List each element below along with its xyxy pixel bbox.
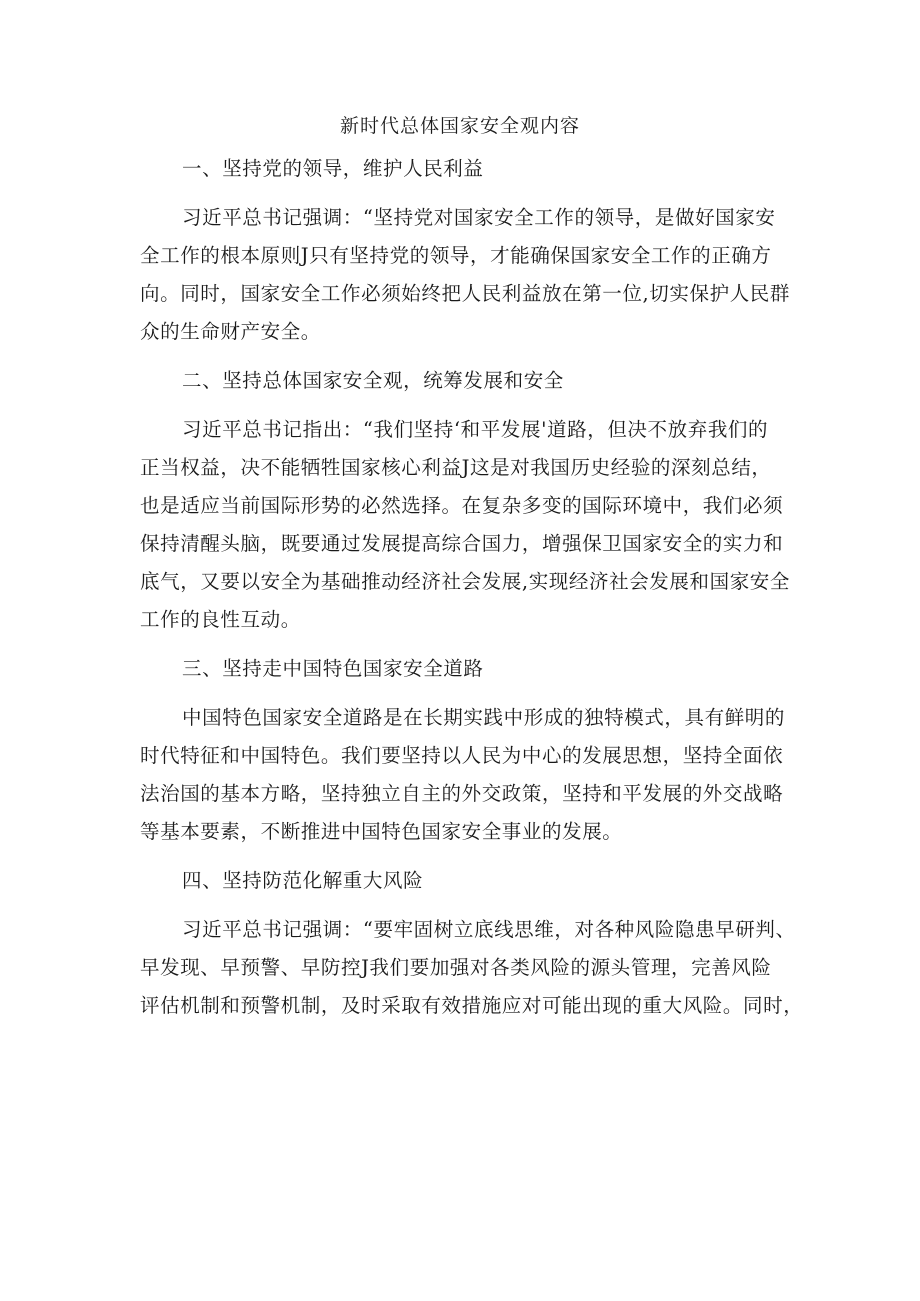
section-heading-2: 二、坚持总体国家安全观，统筹发展和安全 (182, 369, 564, 392)
paragraph-line: 早发现、早预警、早防控J我们要加强对各类风险的源头管理，完善风险 (140, 956, 772, 979)
section-heading-3: 三、坚持走中国特色国家安全道路 (182, 657, 484, 680)
paragraph-line: 时代特征和中国特色。我们要坚持以人民为中心的发展思想，坚持全面依 (140, 744, 784, 767)
spacer (140, 639, 796, 650)
paragraph-line: 法治国的基本方略，坚持独立自主的外交政策，坚持和平发展的外交战略 (140, 782, 784, 805)
document-body (140, 150, 804, 1025)
paragraph-line: 习近平总书记强调：“要牢固树立底线思维，对各种风险隐患早研判、 (182, 918, 796, 941)
paragraph-line: 评估机制和预警机制，及时采取有效措施应对可能出现的重大风险。同时， (140, 994, 804, 1017)
paragraph-line: 中国特色国家安全道路是在长期实践中形成的独特模式，具有鲜明的 (182, 706, 786, 729)
paragraph-line: 底气，又要以安全为基础推动经济社会发展,实现经济社会发展和国家安全 (140, 570, 790, 593)
paragraph-line: 习近平总书记强调：“坚持党对国家安全工作的领导，是做好国家安 (182, 206, 776, 229)
spacer (140, 688, 796, 699)
spacer (140, 188, 796, 199)
paragraph-line: 习近平总书记指出：“我们坚持‘和平发展'道路，但决不放弃我们的 (182, 418, 769, 441)
spacer (140, 351, 796, 362)
document-title: 新时代总体国家安全观内容 (339, 115, 580, 137)
paragraph-line: 正当权益，决不能牺牲国家核心利益J这是对我国历史经验的深刻总结， (140, 456, 772, 479)
spacer (140, 400, 796, 411)
paragraph-line: 等基本要素，不断推进中国特色国家安全事业的发展。 (140, 820, 623, 843)
section-heading-1: 一、坚持党的领导，维护人民利益 (182, 157, 484, 180)
paragraph-line: 也是适应当前国际形势的必然选择。在复杂多变的国际环境中，我们必须 (140, 494, 784, 517)
section-paragraph-2 (140, 411, 796, 639)
paragraph-line: 向。同时，国家安全工作必须始终把人民利益放在第一位,切实保护人民群 (140, 282, 790, 305)
section-paragraph-3 (140, 699, 796, 851)
paragraph-line: 工作的良性互动。 (140, 608, 301, 631)
section-heading-4: 四、坚持防范化解重大风险 (182, 869, 424, 892)
spacer (140, 851, 796, 862)
spacer (140, 900, 796, 911)
paragraph-line: 保持清醒头脑，既要通过发展提高综合国力，增强保卫国家安全的实力和 (140, 532, 784, 555)
section-paragraph-4 (140, 911, 804, 1025)
paragraph-line: 全工作的根本原则J只有坚持党的领导，才能确保国家安全工作的正确方 (140, 244, 772, 267)
paragraph-line: 众的生命财产安全。 (140, 320, 321, 343)
section-paragraph-1 (140, 199, 796, 351)
